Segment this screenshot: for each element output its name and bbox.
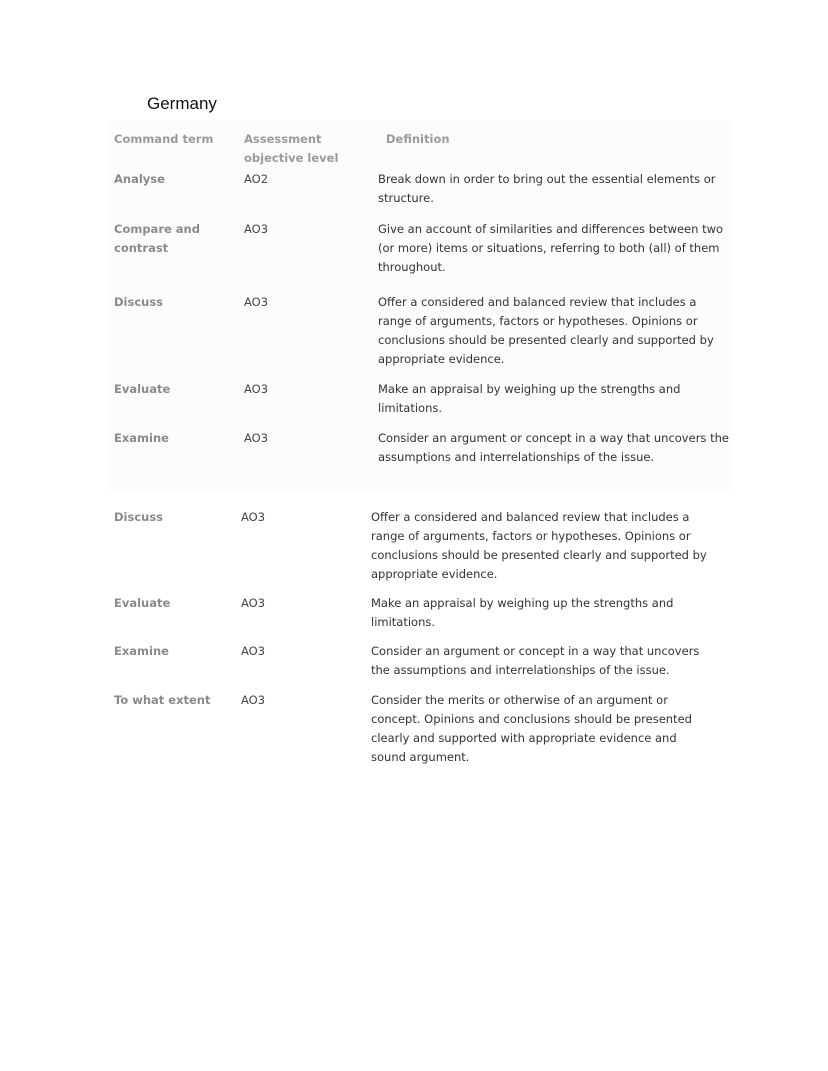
command-terms-table-continued <box>108 500 708 771</box>
row-level: AO3 <box>241 510 266 524</box>
table-row <box>108 380 732 429</box>
table-header <box>108 120 732 170</box>
row-definition: Make an appraisal by weighing up the strengths and limitations. <box>371 596 674 629</box>
row-term: Discuss <box>114 295 164 309</box>
table-row <box>108 594 708 642</box>
row-definition: Consider an argument or concept in a way that uncovers the assumptions and interrelationships of the issue. <box>378 431 729 464</box>
row-level: AO3 <box>241 693 266 707</box>
row-definition: Give an account of similarities and differences between two (or more) items or situations, referring to both (all) of them throughout. <box>378 222 724 274</box>
row-level: AO3 <box>244 295 269 309</box>
row-definition: Consider the merits or otherwise of an argument or concept. Opinions and conclusions should be presented clearly and supported with appropriate evidence and sound argument. <box>371 693 692 764</box>
table-row <box>108 691 708 771</box>
row-definition: Consider an argument or concept in a way that uncovers the assumptions and interrelationships of the issue. <box>371 644 700 677</box>
table-row <box>108 642 708 691</box>
row-term: Examine <box>114 431 169 445</box>
row-definition: Offer a considered and balanced review that includes a range of arguments, factors or hypotheses. Opinions or conclusions should be presented clearly and supported by appropriate evidence. <box>371 510 707 581</box>
row-level: AO3 <box>244 431 269 445</box>
row-term: To what extent <box>114 693 211 707</box>
table-row <box>108 429 732 479</box>
header-command-term: Command term <box>114 132 214 146</box>
command-terms-table <box>108 120 732 492</box>
row-term: Discuss <box>114 510 164 524</box>
page-title: Germany <box>147 94 217 113</box>
row-level: AO3 <box>244 222 269 236</box>
row-term: Compare and contrast <box>114 222 200 255</box>
table-row <box>108 293 732 380</box>
header-definition: Definition <box>386 132 450 146</box>
row-definition: Offer a considered and balanced review that includes a range of arguments, factors or hypotheses. Opinions or conclusions should be presented clearly and supported by appropriate evidence. <box>378 295 714 366</box>
row-term: Evaluate <box>114 596 171 610</box>
header-assessment-level: Assessment objective level <box>244 132 339 165</box>
table-row <box>108 500 708 594</box>
row-definition: Break down in order to bring out the essential elements or structure. <box>378 172 716 205</box>
row-level: AO3 <box>241 596 266 610</box>
table-row <box>108 170 732 220</box>
table-row <box>108 220 732 293</box>
row-term: Evaluate <box>114 382 171 396</box>
row-term: Analyse <box>114 172 165 186</box>
row-level: AO2 <box>244 172 269 186</box>
row-term: Examine <box>114 644 169 658</box>
row-level: AO3 <box>241 644 266 658</box>
row-definition: Make an appraisal by weighing up the strengths and limitations. <box>378 382 681 415</box>
row-level: AO3 <box>244 382 269 396</box>
